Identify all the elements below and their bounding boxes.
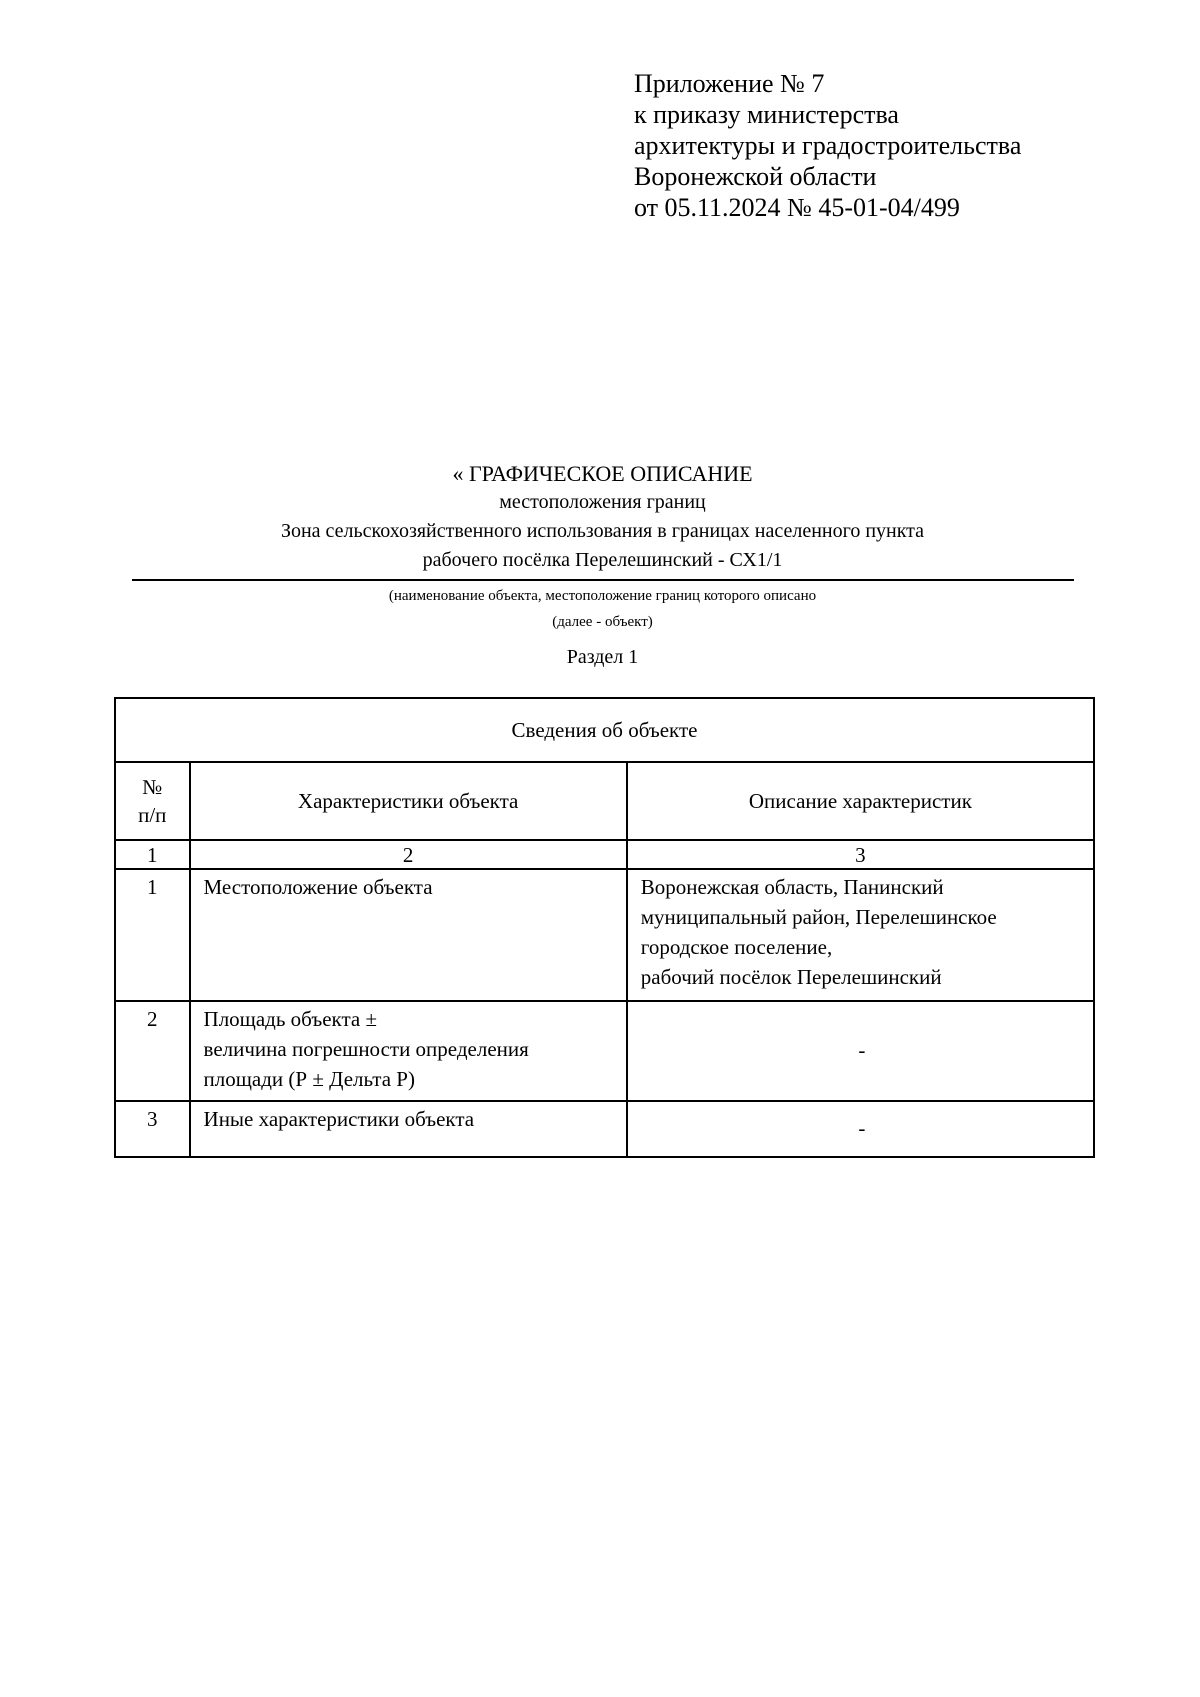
description-line: городское поселение, — [640, 935, 833, 959]
table-row — [115, 869, 1094, 1001]
row-num: 2 — [115, 1001, 190, 1101]
characteristic-line: Иные характеристики объекта — [203, 1107, 475, 1131]
document-title: « ГРАФИЧЕСКОЕ ОПИСАНИЕ — [452, 461, 753, 486]
table-header-row — [115, 762, 1094, 840]
appendix-line: к приказу министерства — [634, 100, 899, 129]
appendix-line: архитектуры и градостроительства — [634, 131, 1022, 160]
characteristic-line: площади (Р ± Дельта Р) — [203, 1067, 415, 1091]
column-number-row — [115, 840, 1094, 869]
row-description — [627, 869, 1094, 1001]
table-row — [115, 1001, 1094, 1101]
column-number: 2 — [190, 840, 627, 869]
underline-divider — [132, 579, 1074, 581]
row-num: 3 — [115, 1101, 190, 1157]
characteristic-line: Площадь объекта ± — [203, 1007, 377, 1031]
characteristic-line: величина погрешности определения — [203, 1037, 529, 1061]
object-name-line: Зона сельскохозяйственного использования в границах населенного пункта — [280, 520, 925, 542]
table-title-row — [115, 698, 1094, 762]
description-line: Воронежская область, Панинский — [640, 875, 944, 899]
object-caption-line: (далее - объект) — [552, 614, 653, 630]
appendix-line: Приложение № 7 — [634, 69, 825, 98]
column-number: 1 — [115, 840, 190, 869]
appendix-line: от 05.11.2024 № 45-01-04/499 — [634, 193, 960, 222]
header-num — [115, 762, 190, 840]
row-num: 1 — [115, 869, 190, 1001]
header-num-line: № — [142, 775, 163, 799]
title-block — [115, 460, 1090, 671]
appendix-line: Воронежской области — [634, 162, 877, 191]
column-number: 3 — [627, 840, 1094, 869]
row-description: - — [627, 1101, 1094, 1157]
appendix-header — [634, 68, 1021, 223]
section-label: Раздел 1 — [566, 646, 639, 668]
object-name-line: рабочего посёлка Перелешинский - СХ1/1 — [422, 549, 783, 571]
row-characteristic — [190, 1101, 627, 1157]
table-row — [115, 1101, 1094, 1157]
characteristic-line: Местоположение объекта — [203, 875, 433, 899]
object-caption-line: (наименование объекта, местоположение границ которого описано — [388, 588, 817, 604]
header-description: Описание характеристик — [627, 762, 1094, 840]
document-subtitle: местоположения границ — [499, 491, 706, 513]
description-line: рабочий посёлок Перелешинский — [640, 965, 942, 989]
table-title: Сведения об объекте — [115, 698, 1094, 762]
header-characteristics: Характеристики объекта — [190, 762, 627, 840]
row-description: - — [627, 1001, 1094, 1101]
row-characteristic — [190, 869, 627, 1001]
description-line: муниципальный район, Перелешинское — [640, 905, 997, 929]
header-num-line: п/п — [138, 803, 167, 827]
row-characteristic — [190, 1001, 627, 1101]
object-info-table — [114, 697, 1095, 1158]
